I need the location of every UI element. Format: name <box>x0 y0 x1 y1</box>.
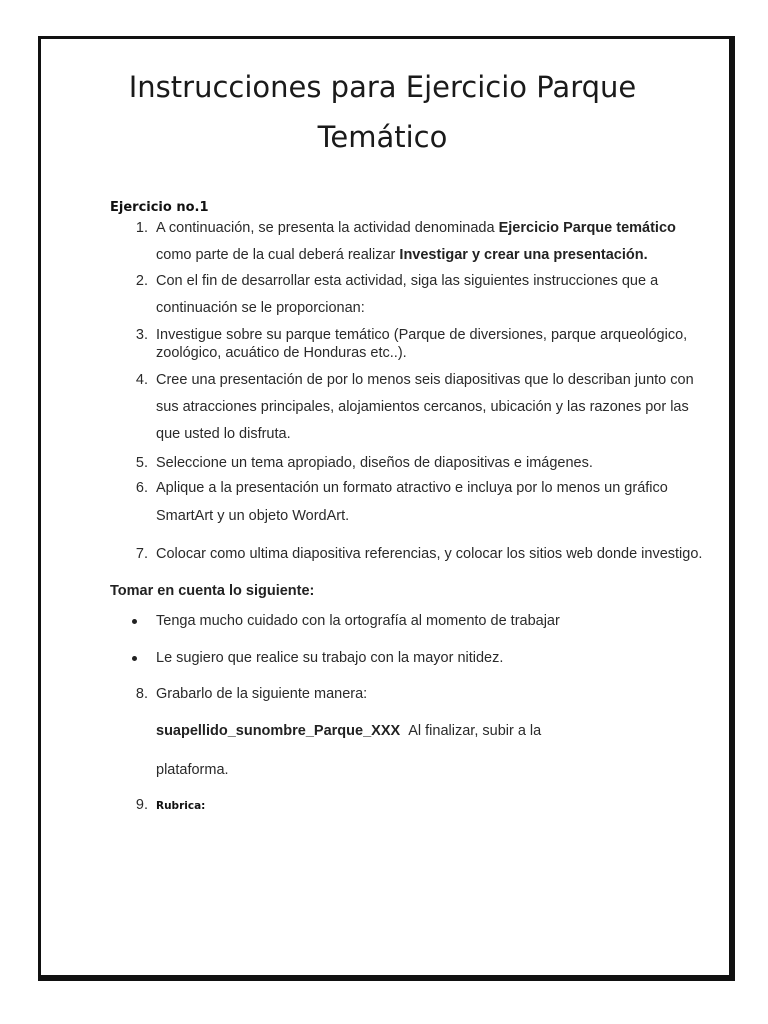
item-7-line-1: Colocar como ultima diapositiva referencias, y colocar los sitios web donde investigo. <box>156 546 703 562</box>
item-2-line-1: Con el fin de desarrollar esta actividad, siga las siguientes instrucciones que a <box>156 273 659 289</box>
activity-name: Ejercicio Parque temático <box>498 220 676 236</box>
item-4-line-2: sus atracciones principales, alojamientos cercanos, ubicación y las razones por las <box>156 399 689 415</box>
exercise-heading: Ejercicio no.1 <box>110 200 209 215</box>
item-1-line-1: A continuación, se presenta la actividad denominada Ejercicio Parque temático <box>156 220 676 236</box>
list-number: 6. <box>135 480 148 496</box>
item-4-line-1: Cree una presentación de por lo menos seis diapositivas que lo describan junto con <box>156 372 694 388</box>
page-border <box>38 36 735 981</box>
list-number: 1. <box>135 220 148 236</box>
file-name-format: suapellido_sunombre_Parque_XXX <box>156 723 401 739</box>
item-6-line-2: SmartArt y un objeto WordArt. <box>156 508 350 524</box>
list-number: 7. <box>135 546 148 562</box>
bullet-text: Le sugiero que realice su trabajo con la mayor nitidez. <box>156 650 504 666</box>
title-line-2: Temático <box>317 120 448 154</box>
item-4-line-3: que usted lo disfruta. <box>156 426 291 442</box>
item-1-line-2: como parte de la cual deberá realizar Investigar y crear una presentación. <box>156 247 648 263</box>
list-number: 2. <box>135 273 148 289</box>
item-3-line-1: Investigue sobre su parque temático (Parque de diversiones, parque arqueológico, <box>156 327 688 343</box>
list-number: 8. <box>135 686 148 702</box>
document-title <box>110 62 655 162</box>
rubric-label: Rubrica: <box>156 800 206 812</box>
item-8-line-1: Grabarlo de la siguiente manera: <box>156 686 368 702</box>
list-number: 3. <box>135 327 148 343</box>
item-2-line-2: continuación se le proporcionan: <box>156 300 365 316</box>
list-number: 4. <box>135 372 148 388</box>
item-5-line-1: Seleccione un tema apropiado, diseños de diapositivas e imágenes. <box>156 455 593 471</box>
bullet-icon <box>132 619 137 624</box>
item-3-line-2: zoológico, acuático de Honduras etc..). <box>156 345 407 361</box>
considerations-heading: Tomar en cuenta lo siguiente: <box>110 583 315 599</box>
item-8-line-2: suapellido_sunombre_Parque_XXX Al finalizar, subir a la <box>156 723 542 739</box>
title-line-1: Instrucciones para Ejercicio Parque <box>128 70 637 104</box>
task-name: Investigar y crear una presentación. <box>399 247 648 263</box>
list-number: 9. <box>135 797 148 813</box>
bullet-icon <box>132 656 137 661</box>
list-number: 5. <box>135 455 148 471</box>
item-8-line-3: plataforma. <box>156 762 229 778</box>
item-6-line-1: Aplique a la presentación un formato atractivo e incluya por lo menos un gráfico <box>156 480 668 496</box>
bullet-text: Tenga mucho cuidado con la ortografía al momento de trabajar <box>156 613 560 629</box>
